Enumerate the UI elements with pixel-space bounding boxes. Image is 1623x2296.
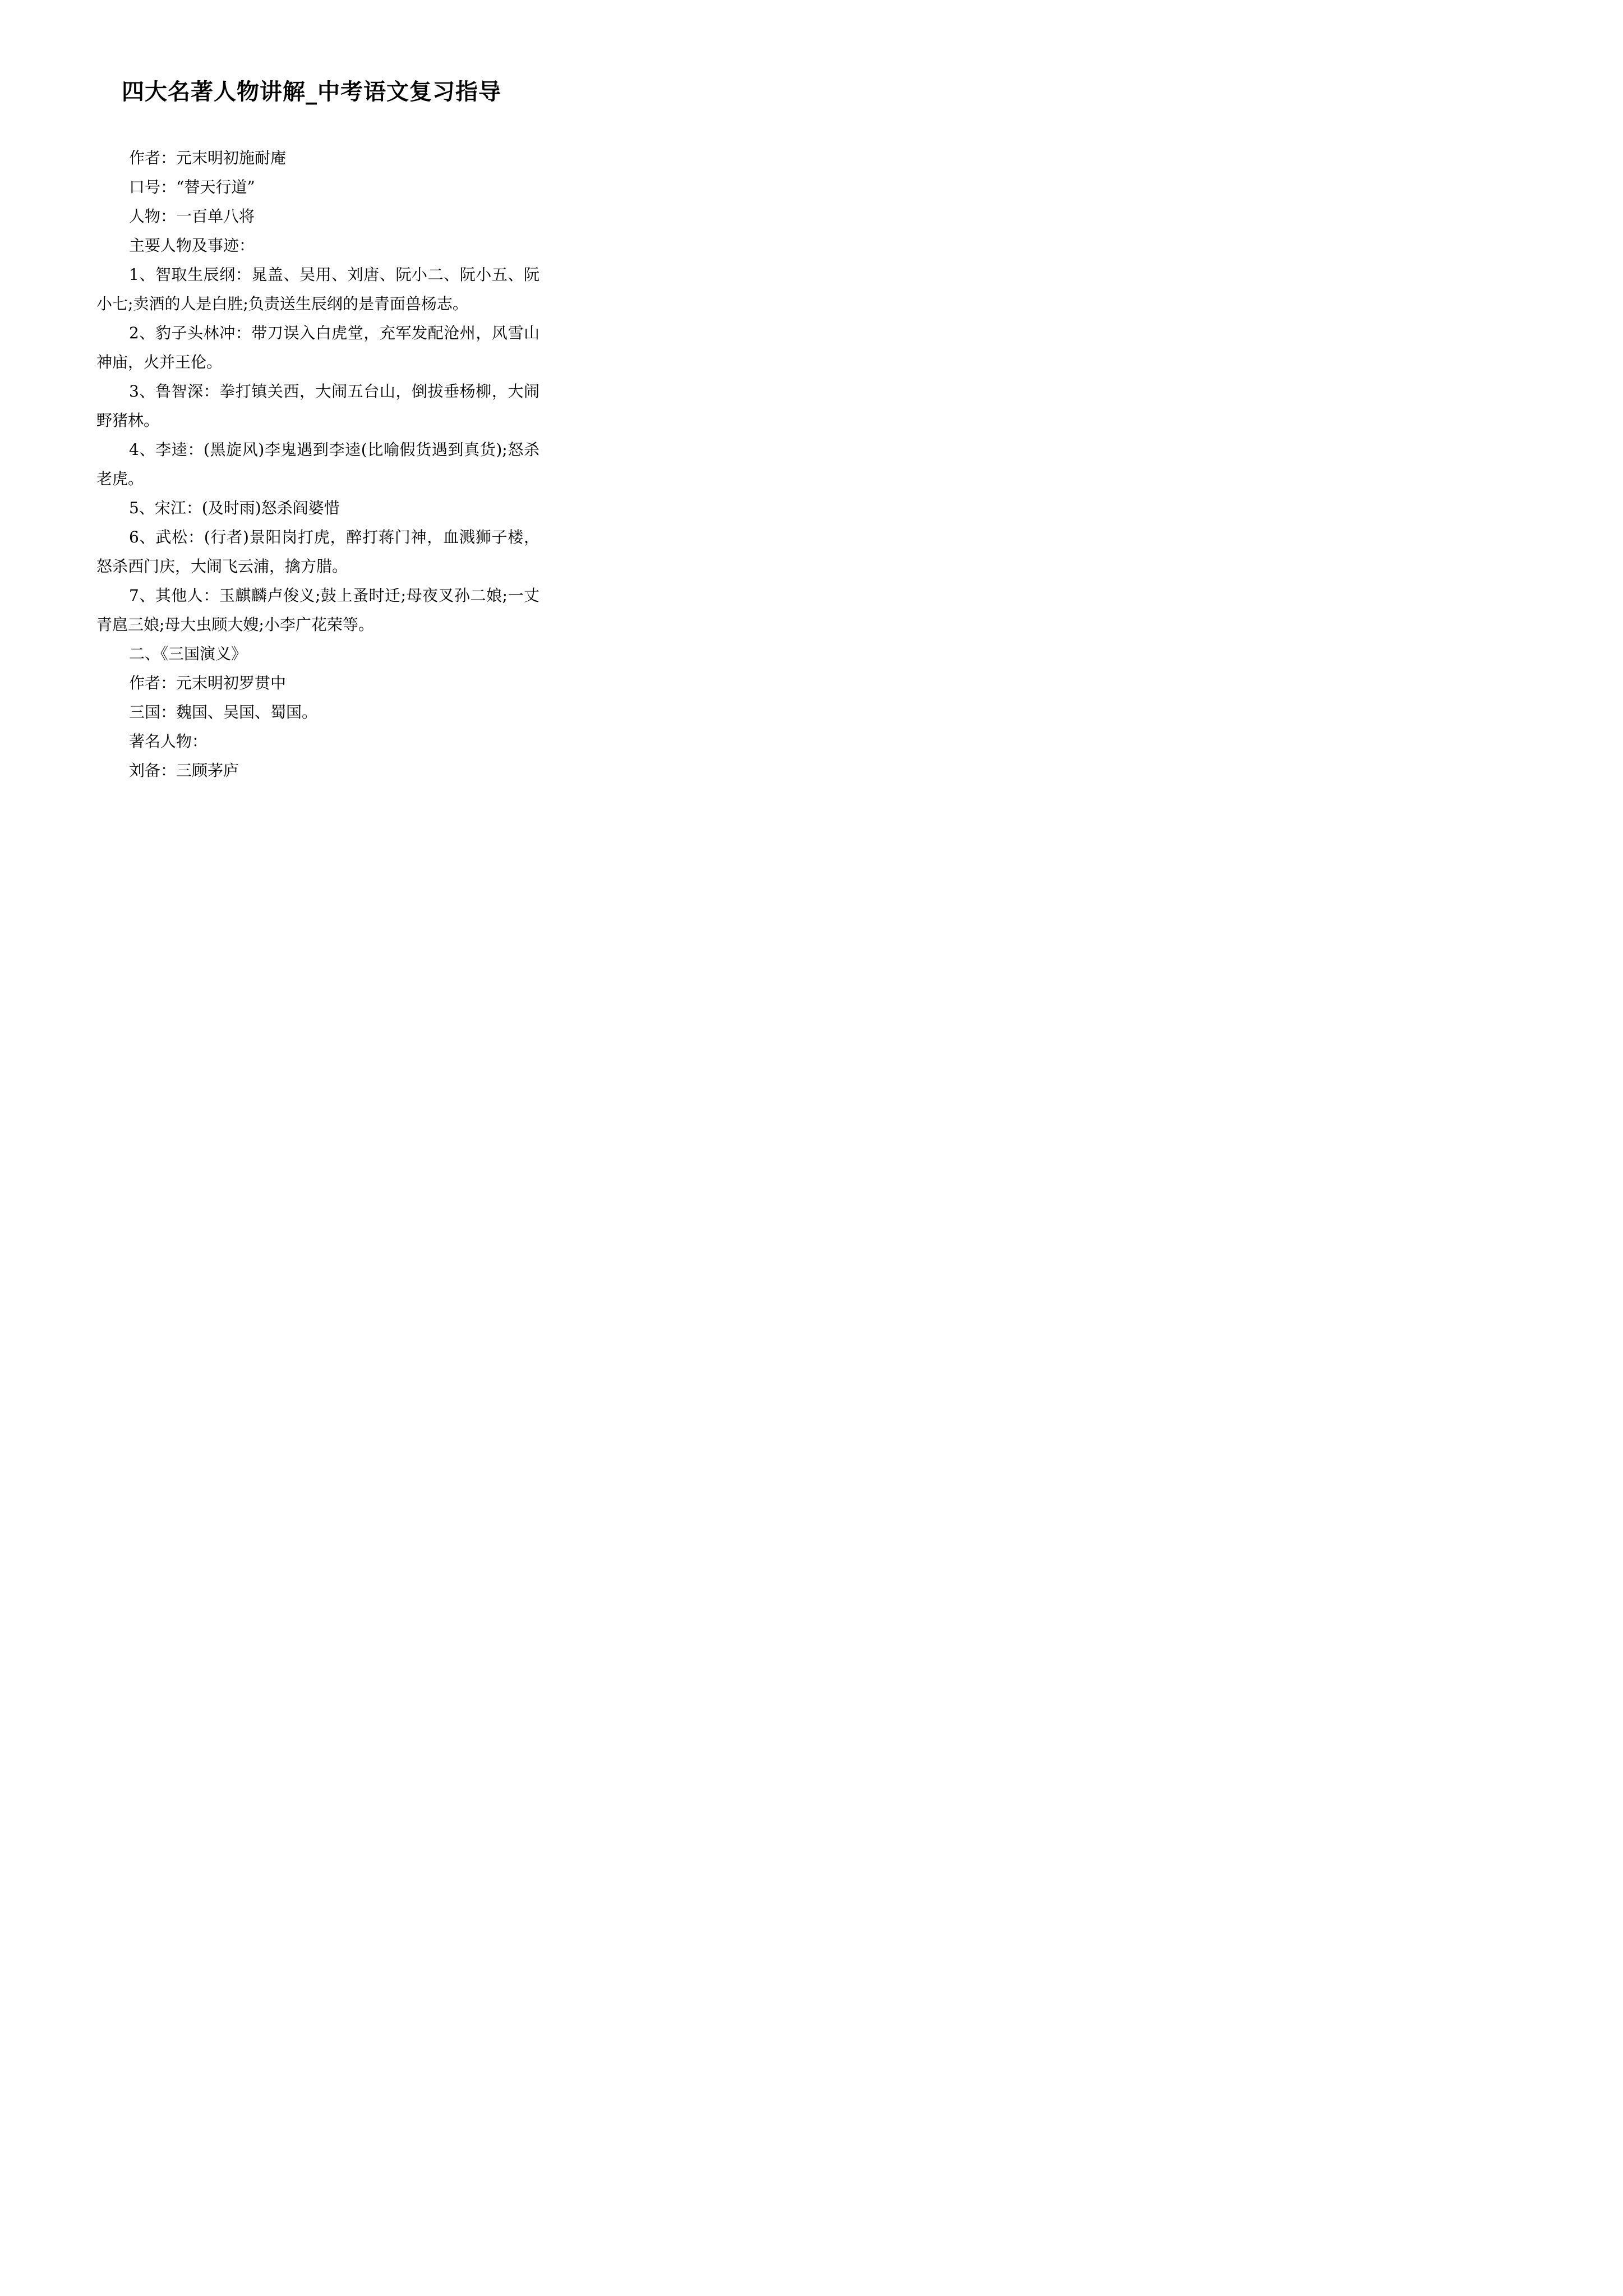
- paragraph-main-heading: 主要人物及事迹：: [129, 236, 255, 255]
- paragraph-item-6: 6、武松：(行者)景阳岗打虎，醉打蒋门神，血溅狮子楼，怒杀西门庆，大闹飞云浦，擒方腊。: [96, 528, 540, 576]
- paragraph-three-kingdoms: 三国：魏国、吴国、蜀国。: [129, 703, 318, 721]
- paragraph-item-3: 3、鲁智深：拳打镇关西，大闹五台山，倒拔垂杨柳，大闹野猪林。: [96, 382, 540, 430]
- paragraph-characters: 人物：一百单八将: [129, 207, 255, 226]
- paragraph-author: 作者：元末明初施耐庵: [129, 149, 287, 167]
- section-heading-sanguo: 二、《三国演义》: [129, 645, 247, 663]
- paragraph-slogan: 口号：“替天行道”: [129, 178, 255, 196]
- paragraph-famous-heading: 著名人物：: [129, 732, 208, 751]
- document-body: [96, 144, 540, 785]
- paragraph-item-4: 4、李逵：(黑旋风)李鬼遇到李逵(比喻假货遇到真货);怒杀老虎。: [96, 440, 540, 488]
- paragraph-sanguo-author: 作者：元末明初罗贯中: [129, 674, 287, 692]
- paragraph-item-2: 2、豹子头林冲：带刀误入白虎堂，充军发配沧州，风雪山神庙，火并王伦。: [96, 324, 540, 371]
- document-page: [0, 0, 623, 882]
- paragraph-item-1: 1、智取生辰纲：晁盖、吴用、刘唐、阮小二、阮小五、阮小七;卖酒的人是白胜;负责送生辰纲的是青面兽杨志。: [96, 265, 540, 313]
- paragraph-item-5: 5、宋江：(及时雨)怒杀阎婆惜: [129, 499, 340, 517]
- paragraph-item-7: 7、其他人：玉麒麟卢俊义;鼓上蚤时迁;母夜叉孙二娘;一丈青扈三娘;母大虫顾大嫂;小李广花荣等。: [96, 586, 540, 634]
- paragraph-liubei: 刘备：三顾茅庐: [129, 761, 239, 780]
- document-title: 四大名著人物讲解_中考语文复习指导: [122, 79, 501, 105]
